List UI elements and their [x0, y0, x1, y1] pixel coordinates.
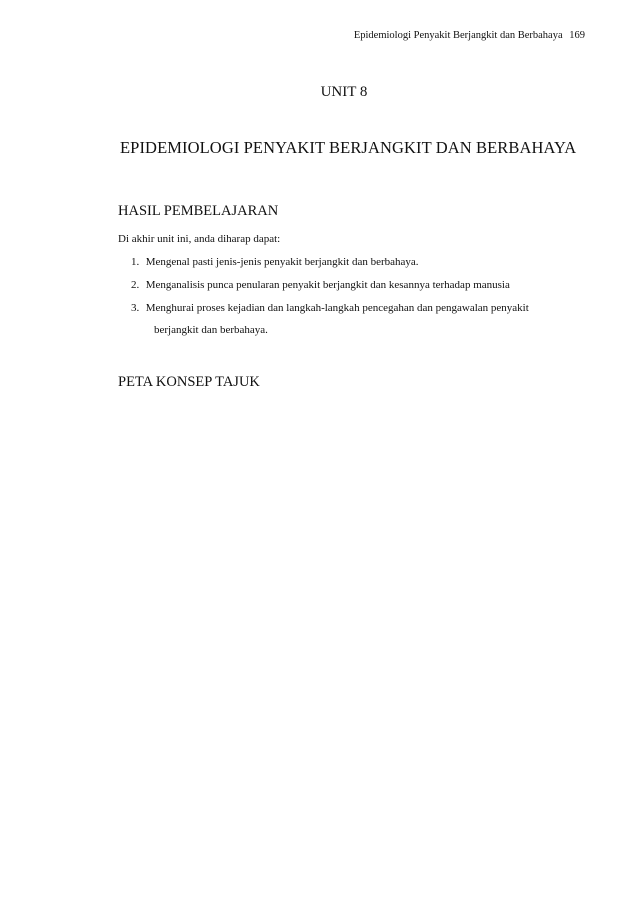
- outcome-number: 1.: [131, 256, 140, 268]
- concept-map-heading: PETA KONSEP TAJUK: [118, 374, 260, 390]
- outcome-text: Menganalisis punca penularan penyakit berjangkit dan kesannya terhadap manusia: [145, 279, 510, 291]
- page-number: 169: [569, 30, 585, 41]
- learning-outcomes-heading: HASIL PEMBELAJARAN: [118, 203, 279, 219]
- outcome-number: 3.: [131, 302, 140, 314]
- running-header: [354, 30, 585, 41]
- outcome-text: Menghurai proses kejadian dan langkah-langkah pencegahan dan pengawalan penyakit: [145, 302, 529, 314]
- chapter-title: EPIDEMIOLOGI PENYAKIT BERJANGKIT DAN BERBAHAYA: [120, 138, 577, 157]
- outcome-text: Mengenal pasti jenis-jenis penyakit berjangkit dan berbahaya.: [145, 256, 419, 268]
- unit-label: UNIT 8: [320, 84, 368, 100]
- running-title: Epidemiologi Penyakit Berjangkit dan Berbahaya: [353, 30, 563, 41]
- outcome-item-3-continuation: berjangkit dan berbahaya.: [154, 324, 268, 336]
- outcome-item-2: [131, 279, 510, 291]
- outcome-number: 2.: [131, 279, 140, 291]
- learning-outcomes-intro: Di akhir unit ini, anda diharap dapat:: [118, 233, 281, 245]
- outcome-item-1: [131, 256, 419, 268]
- outcome-item-3: [131, 302, 529, 314]
